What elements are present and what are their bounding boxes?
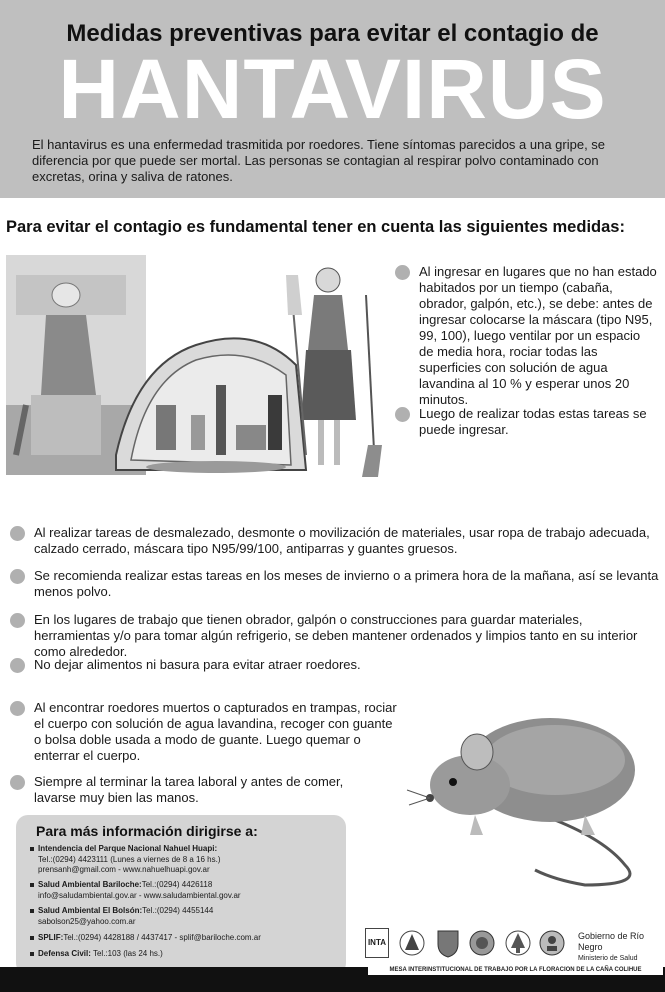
mouse-illustration (405, 690, 663, 890)
contact-item: Defensa Civil: Tel.:103 (las 24 hs.) (30, 949, 163, 960)
bullet-dot (395, 265, 410, 280)
measure-item: En los lugares de trabajo que tienen obrador, galpón o construcciones para guardar materiales, herramientas y/o para tomar algún refrigerio, se deben mantener ordenados y limpios tanto en su interior como alrededor. (10, 612, 660, 660)
header-title: HANTAVIRUS (58, 42, 607, 136)
mesa-caption: MESA INTERINSTITUCIONAL DE TRABAJO POR LA FLORACION DE LA CAÑA COLIHUE (368, 966, 663, 975)
measure-item: Al realizar tareas de desmalezado, desmonte o movilización de materiales, usar ropa de trabajo adecuada, calzado cerrado, máscara tipo N95/99/100, antiparras y guantes gruesos. (10, 525, 660, 557)
emblem-logo-icon (539, 928, 565, 958)
square-bullet-icon (30, 909, 34, 913)
bullet-dot (10, 701, 25, 716)
bullet-dot (10, 658, 25, 673)
bullet-dot (395, 407, 410, 422)
shield-logo-icon (435, 928, 461, 958)
measure-item: Luego de realizar todas estas tareas se puede ingresar. (395, 406, 657, 438)
contact-item: Salud Ambiental El Bolsón:Tel.:(0294) 4455144 sabolson25@yahoo.com.ar (30, 906, 213, 927)
seal-logo-icon (469, 928, 495, 958)
contact-item: SPLIF:Tel.:(0294) 4428188 / 4437417 - splif@bariloche.com.ar (30, 933, 261, 944)
gov-line1: Gobierno de Río Negro (578, 931, 645, 952)
section-heading: Para evitar el contagio es fundamental tener en cuenta las siguientes medidas: (6, 218, 625, 236)
government-logo (578, 931, 665, 964)
inta-logo: INTA (365, 928, 389, 958)
contact-item: Salud Ambiental Bariloche:Tel.:(0294) 4426118 info@saludambiental.gov.ar - www.saludambiental.gov.ar (30, 880, 241, 901)
info-box (16, 815, 346, 975)
square-bullet-icon (30, 847, 34, 851)
info-title: Para más información dirigirse a: (36, 823, 258, 839)
sponsor-logos (365, 928, 665, 960)
bullet-dot (10, 613, 25, 628)
bullet-dot (10, 526, 25, 541)
contact-item: Intendencia del Parque Nacional Nahuel Huapi: Tel.:(0294) 4423111 (Lunes a viernes de 8 a 16 hs.) prensanh@gmail.com - www.nahuelhuapi.gov.ar (30, 844, 221, 876)
tree-logo-icon (505, 928, 531, 958)
header-banner (0, 0, 665, 198)
prevention-illustration (6, 255, 386, 480)
measure-item: Siempre al terminar la tarea laboral y antes de comer, lavarse muy bien las manos. (10, 774, 370, 806)
triangle-logo-icon (399, 928, 425, 958)
square-bullet-icon (30, 883, 34, 887)
measure-item: No dejar alimentos ni basura para evitar atraer roedores. (10, 657, 660, 673)
gov-line2: Ministerio de Salud (578, 955, 638, 962)
measure-item: Al encontrar roedores muertos o capturados en trampas, rociar el cuerpo con solución de agua lavandina, recoger con guante o bolsa doble usada a modo de guante. Luego quemar o enterrar el cuerpo. (10, 700, 402, 764)
measure-item: Al ingresar en lugares que no han estado habitados por un tiempo (cabaña, obrador, galpón, etc.), se debe: antes de ingresar colocarse la máscara (tipo N95, 99, 100), luego ventilar por un espacio de media hora, rociar todas las superficies con solución de agua lavandina al 10 % y esperar unos 20 minutos. (395, 264, 657, 408)
header-subtitle: Medidas preventivas para evitar el contagio de (66, 20, 599, 47)
header-intro: El hantavirus es una enfermedad trasmitida por roedores. Tiene síntomas parecidos a una gripe, se diferencia por que puede ser mortal. Las personas se contagian al respirar polvo contaminado con excretas, orina y saliva de ratones. (32, 137, 606, 184)
square-bullet-icon (30, 952, 34, 956)
measure-item: Se recomienda realizar estas tareas en los meses de invierno o a primera hora de la mañana, así se levanta menos polvo. (10, 568, 660, 600)
bullet-dot (10, 569, 25, 584)
bullet-dot (10, 775, 25, 790)
square-bullet-icon (30, 936, 34, 940)
